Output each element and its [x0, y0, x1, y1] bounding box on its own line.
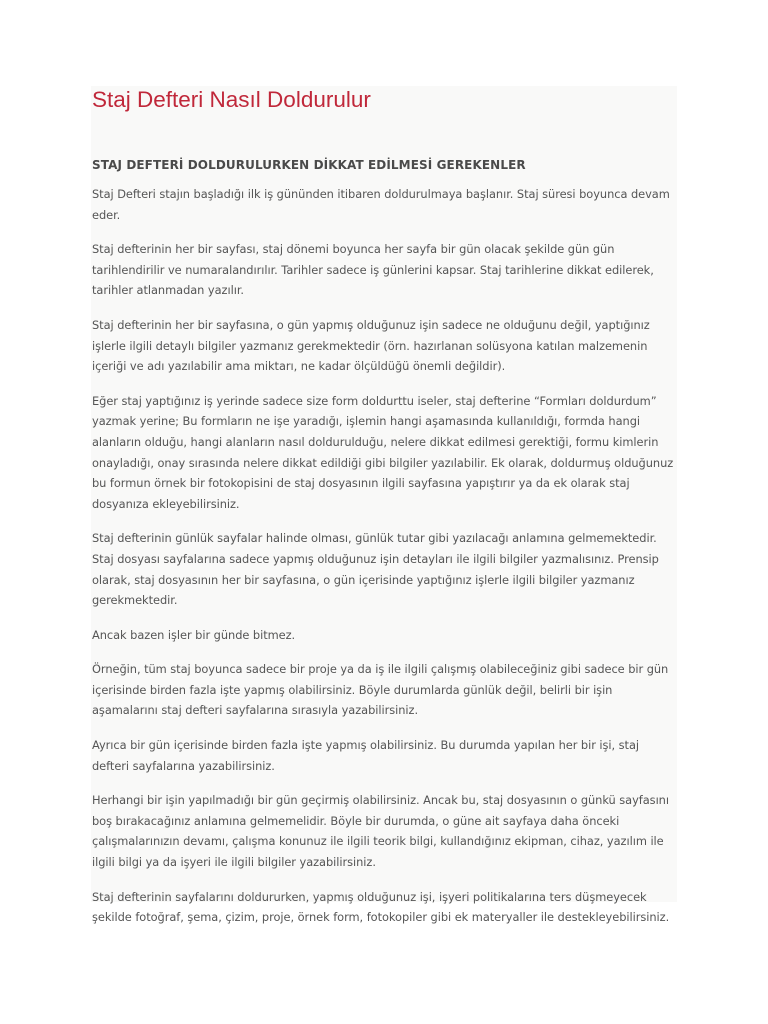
article-panel [91, 86, 677, 925]
paragraph-7: Örneğin, tüm staj boyunca sadece bir proje ya da iş ile ilgili çalışmış olabileceğiniz gibi sadece bir gün içerisinde birden fazla işte yapmış olabilirsiniz. Böyle durumlarda günlük değil, belirli bir işin aşamalarını staj defteri sayfalarına sırasıyla yazabilirsiniz. [92, 662, 669, 718]
paragraph-9: Herhangi bir işin yapılmadığı bir gün geçirmiş olabilirsiniz. Ancak bu, staj dosyasının o günkü sayfasını boş bırakacağınız anlamına gelmemelidir. Böyle bir durumda, o güne ait sayfaya daha önceki çalışmalarınızın devamı, çalışma konunuz ile ilgili teorik bilgi, kullandığınız ekipman, cihaz, yazılım ile ilgili bilgi ya da işyeri ile ilgili bilgiler yazabilirsiniz. [92, 793, 669, 870]
paragraph-2: Staj defterinin her bir sayfası, staj dönemi boyunca her sayfa bir gün olacak şekilde gün gün tarihlendirilir ve numaralandırılır. Tarihler sadece iş günlerini kapsar. Staj tarihlerine dikkat edilerek, tarihler atlanmadan yazılır. [92, 242, 654, 298]
section-heading: STAJ DEFTERİ DOLDURULURKEN DİKKAT EDİLMESİ GEREKENLER [92, 158, 526, 172]
paragraph-10: Staj defterinin sayfalarını doldururken, yapmış olduğunuz işi, işyeri politikalarına ters düşmeyecek şekilde fotoğraf, şema, çizim, proje, örnek form, fotokopiler gibi ek materyaller ile destekleyebilirsiniz. [92, 889, 670, 925]
paragraph-4: Eğer staj yaptığınız iş yerinde sadece size form doldurttu iseler, staj defterine “Formları doldurdum” yazmak yerine; Bu formların ne işe yaradığı, işlemin hangi aşamasında kullanıldığı, formda hangi alanların olduğu, hangi alanların nasıl doldurulduğu, nelere dikkat edilmesi gerektiği, formu kimlerin onayladığı, onay sırasında nelere dikkat edildiği gibi bilgiler yazılabilir. Ek olarak, doldurmuş olduğunuz bu formun örnek bir fotokopisini de staj dosyasının ilgili sayfasına yapıştırır ya da ek olarak staj dosyanıza ekleyebilirsiniz. [92, 393, 674, 511]
paragraph-1: Staj Defteri stajın başladığı ilk iş gününden itibaren doldurulmaya başlanır. Staj süresi boyunca devam eder. [92, 187, 670, 222]
paragraph-6: Ancak bazen işler bir günde bitmez. [92, 627, 296, 642]
page-title: Staj Defteri Nasıl Doldurulur [92, 87, 371, 112]
paragraph-5: Staj defterinin günlük sayfalar halinde olması, günlük tutar gibi yazılacağı anlamına gelmemektedir. Staj dosyası sayfalarına sadece yapmış olduğunuz işin detayları ile ilgili bilgiler yazmalısınız. Prensip olarak, staj dosyasının her bir sayfasına, o gün içerisinde yaptığınız işlerle ilgili bilgiler yazmanız gerekmektedir. [92, 531, 659, 608]
paragraph-8: Ayrıca bir gün içerisinde birden fazla işte yapmış olabilirsiniz. Bu durumda yapılan her bir işi, staj defteri sayfalarına yazabilirsiniz. [92, 738, 640, 773]
paragraph-3: Staj defterinin her bir sayfasına, o gün yapmış olduğunuz işin sadece ne olduğunu değil, yaptığınız işlerle ilgili detaylı bilgiler yazmanız gerekmektedir (örn. hazırlanan solüsyona katılan malzemenin içeriği ve adı yazılabilir ama miktarı, ne kadar ölçüldüğü önemli değildir). [92, 317, 650, 374]
